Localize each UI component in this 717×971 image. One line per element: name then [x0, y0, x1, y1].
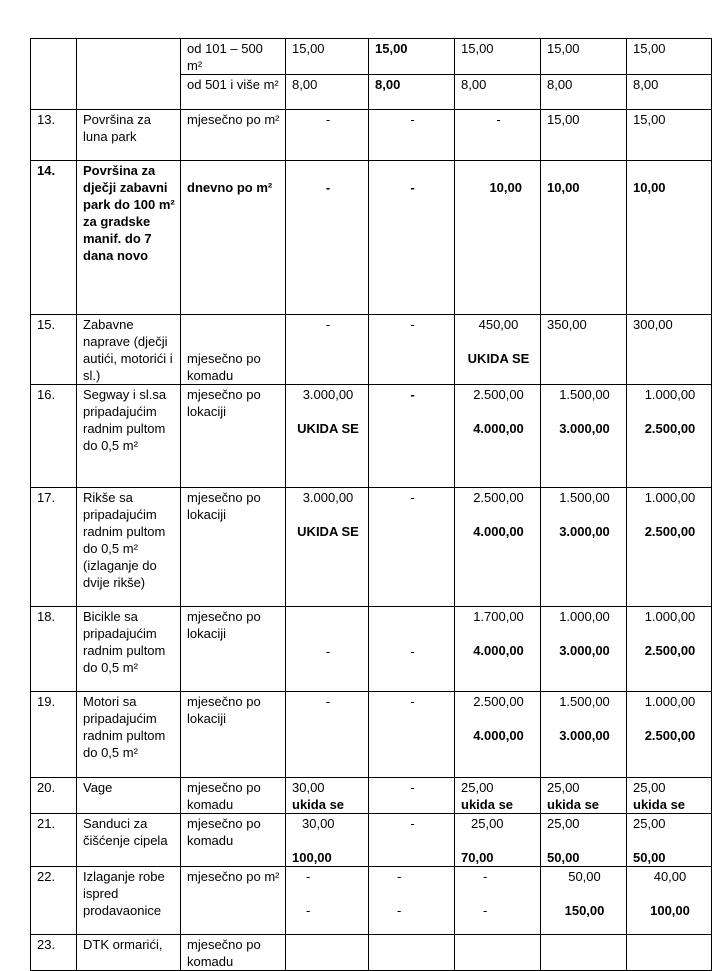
row-number: 18.: [31, 607, 77, 692]
fee-cell: [369, 867, 455, 935]
row-unit: mjesečno po komadu: [181, 778, 286, 814]
fee-value: -: [397, 903, 402, 918]
fee-note: ukida se: [547, 797, 600, 812]
row-number: 20.: [31, 778, 77, 814]
spacer: [547, 625, 622, 642]
fee-new-value: 3.000,00: [559, 728, 610, 743]
row-description: Površina za dječji zabavni park do 100 m² za gradske manif. do 7 dana novo: [77, 161, 181, 315]
fee-value: 25,00: [471, 816, 504, 831]
row-unit: od 501 i više m²: [181, 75, 286, 110]
row-number: 13.: [31, 110, 77, 161]
fee-value: 1.500,00: [559, 694, 610, 709]
fee-new-value: 4.000,00: [473, 421, 524, 436]
fee-cell: 15,00: [369, 39, 455, 75]
row-unit: mjesečno po m²: [181, 110, 286, 161]
fee-cell: -: [286, 692, 369, 778]
row-description: Motori sa pripadajućim radnim pultom do 0,5 m²: [77, 692, 181, 778]
fee-cell: 8,00: [627, 75, 712, 110]
fee-value: 30,00: [292, 780, 325, 795]
spacer: [292, 506, 364, 523]
fee-cell: -: [286, 607, 369, 692]
fee-value: 2.500,00: [473, 490, 524, 505]
table-row: [31, 110, 712, 161]
fee-value: 3.000,00: [302, 387, 354, 402]
fee-cell: 15,00: [627, 110, 712, 161]
row-unit: mjesečno po lokaciji: [181, 692, 286, 778]
row-number: [31, 39, 77, 110]
row-number: 21.: [31, 814, 77, 867]
fee-cell: [541, 692, 627, 778]
row-number: 14.: [31, 161, 77, 315]
spacer: [461, 333, 536, 350]
fee-value: 2.500,00: [473, 694, 524, 709]
fee-note: ukida se: [633, 797, 686, 812]
fee-cell: [627, 607, 712, 692]
fee-value: 1.700,00: [473, 609, 524, 624]
fee-cell: -: [286, 315, 369, 385]
spacer: [461, 710, 536, 727]
row-description: Izlaganje robe ispred prodavaonice: [77, 867, 181, 935]
fee-cell: 8,00: [286, 75, 369, 110]
fee-cell: [286, 867, 369, 935]
table-row: [31, 39, 712, 75]
spacer: [547, 710, 622, 727]
fee-cell: 350,00: [541, 315, 627, 385]
table-row: [31, 814, 712, 867]
spacer: [461, 403, 536, 420]
row-description: Rikše sa pripadajućim radnim pultom do 0,5 m² (izlaganje do dvije rikše): [77, 488, 181, 607]
spacer: [375, 885, 450, 902]
fee-new-value: 4.000,00: [473, 524, 524, 539]
row-description: Sanduci za čišćenje cipela: [77, 814, 181, 867]
fee-new-value: 2.500,00: [644, 643, 696, 658]
fee-new-value: 50,00: [633, 850, 666, 865]
fee-value: 3.000,00: [302, 490, 354, 505]
row-number: 19.: [31, 692, 77, 778]
spacer: [461, 832, 536, 849]
row-description: DTK ormarići,: [77, 935, 181, 971]
row-description: Zabavne naprave (dječji autići, motorići i sl.): [77, 315, 181, 385]
spacer: [633, 885, 707, 902]
fee-cell: 15,00: [627, 39, 712, 75]
fee-new-value: 100,00: [292, 850, 332, 865]
fee-value: 40,00: [653, 869, 687, 884]
spacer: [547, 885, 622, 902]
fee-cell: -: [369, 315, 455, 385]
fee-cell: [541, 488, 627, 607]
row-description: Segway i sl.sa pripadajućim radnim pultom do 0,5 m²: [77, 385, 181, 488]
fee-new-value: 4.000,00: [473, 643, 524, 658]
fee-cell: [627, 814, 712, 867]
row-unit: mjesečno po m²: [181, 867, 286, 935]
row-description: Bicikle sa pripadajućim radnim pultom do 0,5 m²: [77, 607, 181, 692]
row-unit: mjesečno po lokaciji: [181, 385, 286, 488]
fee-cell: [627, 385, 712, 488]
fee-new-value: 3.000,00: [559, 524, 610, 539]
fee-cell: [455, 488, 541, 607]
fee-cell: [627, 935, 712, 971]
fee-cell: -: [369, 110, 455, 161]
fee-new-value: 150,00: [564, 903, 605, 918]
fee-cell: [286, 935, 369, 971]
spacer: [633, 625, 707, 642]
fee-value: 1.500,00: [559, 387, 610, 402]
fee-new-value: 2.500,00: [644, 524, 696, 539]
fee-note: ukida se: [461, 797, 514, 812]
table-row: [31, 692, 712, 778]
fee-cell: [541, 814, 627, 867]
fee-cell: 300,00: [627, 315, 712, 385]
fee-cell: 15,00: [541, 110, 627, 161]
fee-note: ukida se: [292, 797, 345, 812]
fee-value: 25,00: [633, 780, 666, 795]
fee-cell: 10,00: [541, 161, 627, 315]
row-description: [77, 39, 181, 110]
fee-cell: -: [369, 488, 455, 607]
fee-value: 25,00: [547, 816, 580, 831]
fee-value: 2.500,00: [473, 387, 524, 402]
fee-value: -: [483, 869, 488, 884]
fee-cell: -: [286, 161, 369, 315]
fee-cell: [455, 814, 541, 867]
fee-cell: -: [369, 778, 455, 814]
row-unit: mjesečno po lokaciji: [181, 607, 286, 692]
spacer: [633, 710, 707, 727]
fee-cell: [455, 778, 541, 814]
spacer: [547, 506, 622, 523]
fee-cell: [541, 867, 627, 935]
fee-note: UKIDA SE: [297, 421, 359, 436]
table-row: [31, 385, 712, 488]
fee-new-value: 70,00: [461, 850, 494, 865]
fee-cell: [541, 778, 627, 814]
fee-value: 450,00: [478, 317, 519, 332]
spacer: [292, 885, 364, 902]
fee-new-value: 4.000,00: [473, 728, 524, 743]
table-row: [31, 161, 712, 315]
fee-value: 25,00: [547, 780, 580, 795]
fee-note: UKIDA SE: [297, 524, 359, 539]
spacer: [633, 506, 707, 523]
fee-cell: -: [369, 161, 455, 315]
table-row: [31, 488, 712, 607]
fee-new-value: 50,00: [547, 850, 580, 865]
row-unit: od 101 – 500 m²: [181, 39, 286, 75]
fee-value: 30,00: [302, 816, 335, 831]
fee-cell: [627, 867, 712, 935]
spacer: [461, 506, 536, 523]
spacer: [461, 625, 536, 642]
table-row: [31, 315, 712, 385]
row-unit: mjesečno po komadu: [181, 814, 286, 867]
fee-cell: 8,00: [369, 75, 455, 110]
fee-cell: [455, 607, 541, 692]
fee-cell: [455, 315, 541, 385]
fee-value: 1.500,00: [559, 490, 610, 505]
spacer: [633, 832, 707, 849]
spacer: [547, 832, 622, 849]
fee-cell: [541, 935, 627, 971]
fee-value: -: [306, 903, 311, 918]
table-row: [31, 778, 712, 814]
table-row: [31, 867, 712, 935]
fee-new-value: 3.000,00: [559, 643, 610, 658]
fee-cell: 15,00: [541, 39, 627, 75]
fee-new-value: 3.000,00: [559, 421, 610, 436]
row-unit: dnevno po m²: [181, 161, 286, 315]
fee-value: 1.000,00: [644, 387, 696, 402]
fee-cell: -: [369, 814, 455, 867]
fee-new-value: 2.500,00: [644, 421, 696, 436]
fee-value: 1.000,00: [559, 609, 610, 624]
fee-new-value: 100,00: [650, 903, 690, 918]
fee-cell: [455, 935, 541, 971]
fee-cell: [627, 692, 712, 778]
row-number: 16.: [31, 385, 77, 488]
row-unit: mjesečno po lokaciji: [181, 488, 286, 607]
fee-value: -: [306, 869, 311, 884]
row-description: Površina za luna park: [77, 110, 181, 161]
row-unit: mjesečno po komadu: [181, 315, 286, 385]
fee-cell: [627, 778, 712, 814]
fee-value: 50,00: [568, 869, 601, 884]
spacer: [292, 403, 364, 420]
fee-value: -: [483, 903, 488, 918]
row-number: 23.: [31, 935, 77, 971]
fee-new-value: 2.500,00: [644, 728, 696, 743]
fee-cell: 8,00: [455, 75, 541, 110]
spacer: [633, 403, 707, 420]
fee-cell: [369, 935, 455, 971]
fee-cell: [455, 867, 541, 935]
fee-value: 1.000,00: [644, 694, 696, 709]
fee-cell: [541, 385, 627, 488]
row-number: 22.: [31, 867, 77, 935]
fee-cell: [286, 385, 369, 488]
fee-cell: [286, 488, 369, 607]
fee-cell: 8,00: [541, 75, 627, 110]
spacer: [461, 885, 536, 902]
fee-cell: 10,00: [455, 161, 541, 315]
row-unit: mjesečno po komadu: [181, 935, 286, 971]
fee-cell: -: [369, 607, 455, 692]
fee-cell: 15,00: [286, 39, 369, 75]
fee-cell: [455, 692, 541, 778]
table-row: [31, 935, 712, 971]
fee-cell: [455, 385, 541, 488]
row-description: Vage: [77, 778, 181, 814]
fee-cell: [627, 488, 712, 607]
fee-value: 25,00: [461, 780, 494, 795]
fee-table: [30, 38, 712, 971]
fee-value: 1.000,00: [644, 490, 696, 505]
fee-note: UKIDA SE: [467, 351, 530, 366]
fee-value: 1.000,00: [644, 609, 696, 624]
fee-cell: [286, 778, 369, 814]
table-row: [31, 607, 712, 692]
fee-value: 25,00: [633, 816, 666, 831]
fee-value: -: [397, 869, 402, 884]
fee-cell: -: [369, 385, 455, 488]
row-number: 17.: [31, 488, 77, 607]
spacer: [547, 403, 622, 420]
fee-cell: -: [369, 692, 455, 778]
fee-cell: 10,00: [627, 161, 712, 315]
fee-cell: -: [455, 110, 541, 161]
fee-cell: [286, 814, 369, 867]
fee-cell: [541, 607, 627, 692]
fee-cell: 15,00: [455, 39, 541, 75]
spacer: [292, 832, 364, 849]
fee-cell: -: [286, 110, 369, 161]
row-number: 15.: [31, 315, 77, 385]
